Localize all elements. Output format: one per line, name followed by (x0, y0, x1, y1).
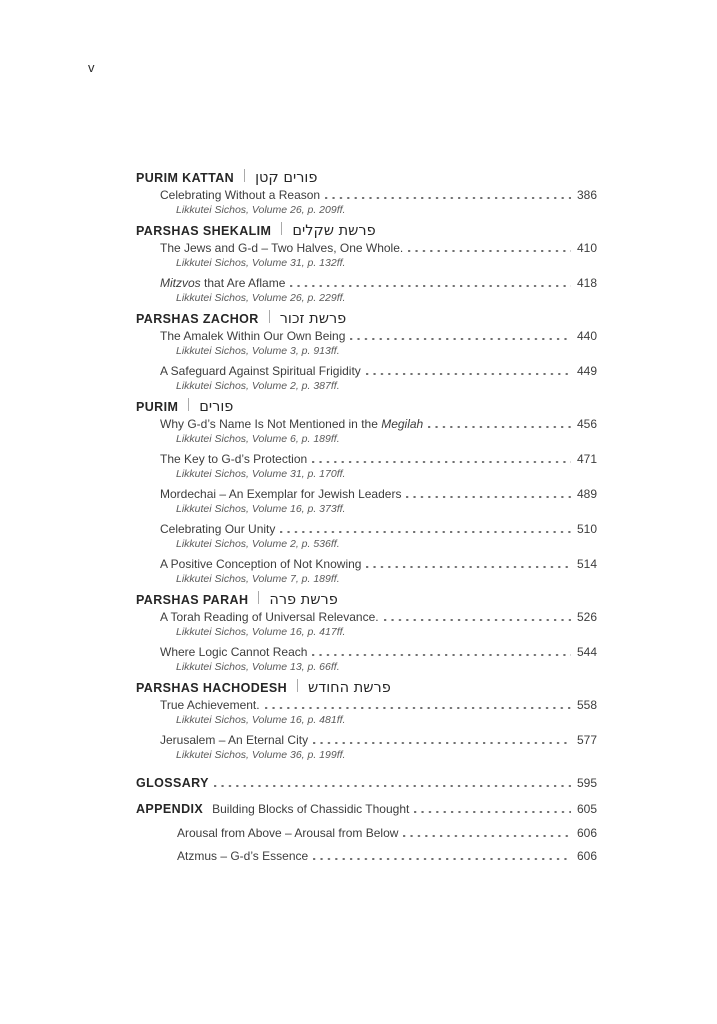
entry-page-number: 544 (576, 645, 597, 659)
toc-entry (160, 240, 597, 270)
toc-entry (160, 363, 597, 393)
entry-title: A Positive Conception of Not Knowing (160, 557, 362, 571)
entry-page-number: 456 (576, 417, 597, 431)
entry-row (160, 416, 597, 432)
section-heading-english: PARSHAS HACHODESH (136, 681, 288, 695)
toc-entry (160, 732, 597, 762)
section-heading-hebrew: פורים (199, 399, 234, 415)
appendix-title: Building Blocks of Chassidic Thought (212, 802, 410, 816)
toc-entry (160, 644, 597, 674)
divider-bar (297, 679, 298, 692)
entry-source: Likkutei Sichos, Volume 2, p. 536ff. (176, 538, 340, 550)
table-of-contents (136, 164, 597, 864)
entry-page-number: 577 (576, 733, 597, 747)
entry-row (160, 609, 597, 625)
toc-entry (160, 521, 597, 551)
toc-entry (160, 275, 597, 305)
dot-leader (350, 338, 571, 340)
entry-title: The Key to G-d’s Protection (160, 452, 308, 466)
divider-bar (269, 310, 270, 323)
appendix-sub-entries (177, 825, 597, 864)
entry-source: Likkutei Sichos, Volume 31, p. 170ff. (176, 468, 346, 480)
entry-title: Celebrating Without a Reason (160, 188, 321, 202)
section-heading-hebrew: פרשת פרה (269, 592, 338, 608)
section-heading-english: PARSHAS ZACHOR (136, 312, 259, 326)
entry-row (160, 328, 597, 344)
toc-section (136, 310, 597, 393)
toc-entry (160, 416, 597, 446)
entry-title: True Achievement. (160, 698, 260, 712)
entry-row (160, 697, 597, 713)
entry-page-number: 558 (576, 698, 597, 712)
appendix-entry-title: Arousal from Above – Arousal from Below (177, 826, 399, 840)
entry-title: Why G-d’s Name Is Not Mentioned in the Megilah (160, 417, 424, 431)
entry-page-number: 526 (576, 610, 597, 624)
section-heading-hebrew: פרשת זכור (279, 311, 347, 327)
glossary-row (136, 774, 597, 792)
divider-bar (244, 169, 245, 182)
entry-title: A Safeguard Against Spiritual Frigidity (160, 364, 361, 378)
entry-source: Likkutei Sichos, Volume 31, p. 132ff. (176, 257, 346, 269)
entry-row (160, 556, 597, 572)
appendix-entry-page-number: 606 (576, 826, 597, 840)
entry-title: Mitzvos that Are Aflame (160, 276, 286, 290)
dot-leader (406, 496, 571, 498)
entry-page-number: 440 (576, 329, 597, 343)
entry-page-number: 418 (576, 276, 597, 290)
toc-entry (160, 486, 597, 516)
entry-row (160, 644, 597, 660)
entry-page-number: 386 (576, 188, 597, 202)
entry-row (160, 187, 597, 203)
section-heading-english: PARSHAS PARAH (136, 593, 249, 607)
dot-leader (313, 742, 571, 744)
dot-leader (384, 619, 571, 621)
entry-title: A Torah Reading of Universal Relevance. (160, 610, 379, 624)
appendix-entry (177, 825, 597, 841)
entry-row (160, 363, 597, 379)
entry-source: Likkutei Sichos, Volume 16, p. 373ff. (176, 503, 346, 515)
divider-bar (188, 398, 189, 411)
entry-row (160, 275, 597, 291)
appendix-row (136, 800, 597, 818)
toc-section (136, 679, 597, 762)
divider-bar (258, 591, 259, 604)
toc-entry (160, 697, 597, 727)
entry-title: Jerusalem – An Eternal City (160, 733, 309, 747)
entry-title: Mordechai – An Exemplar for Jewish Leaders (160, 487, 402, 501)
toc-entry (160, 328, 597, 358)
dot-leader (325, 197, 571, 199)
entry-page-number: 410 (576, 241, 597, 255)
appendix-entry-page-number: 606 (576, 849, 597, 863)
section-heading (136, 169, 597, 187)
entry-row (160, 521, 597, 537)
section-heading (136, 398, 597, 416)
appendix-entry-title: Atzmus – G-d’s Essence (177, 849, 309, 863)
toc-entry (160, 556, 597, 586)
toc-section (136, 169, 597, 217)
entry-source: Likkutei Sichos, Volume 7, p. 189ff. (176, 573, 340, 585)
section-heading-hebrew: פרשת שקלים (292, 223, 376, 239)
entry-source: Likkutei Sichos, Volume 2, p. 387ff. (176, 380, 340, 392)
dot-leader (290, 285, 571, 287)
dot-leader (214, 785, 571, 787)
appendix-entry (177, 848, 597, 864)
toc-entry (160, 609, 597, 639)
entry-source: Likkutei Sichos, Volume 26, p. 229ff. (176, 292, 346, 304)
dot-leader (312, 461, 571, 463)
dot-leader (403, 835, 571, 837)
toc-entry (160, 451, 597, 481)
section-heading-english: PURIM KATTAN (136, 171, 235, 185)
entry-page-number: 449 (576, 364, 597, 378)
dot-leader (313, 858, 571, 860)
dot-leader (408, 250, 571, 252)
section-heading (136, 679, 597, 697)
toc-section (136, 398, 597, 586)
dot-leader (366, 373, 571, 375)
section-heading (136, 310, 597, 328)
entry-row (160, 451, 597, 467)
entry-page-number: 514 (576, 557, 597, 571)
dot-leader (366, 566, 571, 568)
entry-page-number: 489 (576, 487, 597, 501)
entry-row (160, 486, 597, 502)
appendix-label: APPENDIX (136, 802, 204, 816)
dot-leader (312, 654, 571, 656)
page-number: v (88, 60, 95, 75)
entry-title: Where Logic Cannot Reach (160, 645, 308, 659)
dot-leader (265, 707, 571, 709)
section-heading-english: PURIM (136, 400, 179, 414)
entry-page-number: 471 (576, 452, 597, 466)
section-heading (136, 591, 597, 609)
entry-row (160, 732, 597, 748)
toc-sections (136, 169, 597, 762)
entry-title: The Jews and G-d – Two Halves, One Whole. (160, 241, 404, 255)
toc-section (136, 222, 597, 305)
toc-entry (160, 187, 597, 217)
entry-source: Likkutei Sichos, Volume 13, p. 66ff. (176, 661, 340, 673)
dot-leader (414, 811, 571, 813)
entry-source: Likkutei Sichos, Volume 6, p. 189ff. (176, 433, 340, 445)
entry-row (160, 240, 597, 256)
dot-leader (428, 426, 571, 428)
glossary-label: GLOSSARY (136, 776, 209, 790)
entry-title: Celebrating Our Unity (160, 522, 276, 536)
glossary-page-number: 595 (576, 776, 597, 790)
section-heading-english: PARSHAS SHEKALIM (136, 224, 272, 238)
section-heading (136, 222, 597, 240)
entry-title: The Amalek Within Our Own Being (160, 329, 346, 343)
entry-source: Likkutei Sichos, Volume 16, p. 481ff. (176, 714, 346, 726)
dot-leader (280, 531, 571, 533)
section-heading-hebrew: פורים קטן (255, 170, 318, 186)
divider-bar (281, 222, 282, 235)
entry-source: Likkutei Sichos, Volume 3, p. 913ff. (176, 345, 340, 357)
entry-source: Likkutei Sichos, Volume 26, p. 209ff. (176, 204, 346, 216)
entry-page-number: 510 (576, 522, 597, 536)
toc-section (136, 591, 597, 674)
entry-source: Likkutei Sichos, Volume 16, p. 417ff. (176, 626, 346, 638)
entry-source: Likkutei Sichos, Volume 36, p. 199ff. (176, 749, 346, 761)
appendix-page-number: 605 (576, 802, 597, 816)
section-heading-hebrew: פרשת החודש (308, 680, 391, 696)
